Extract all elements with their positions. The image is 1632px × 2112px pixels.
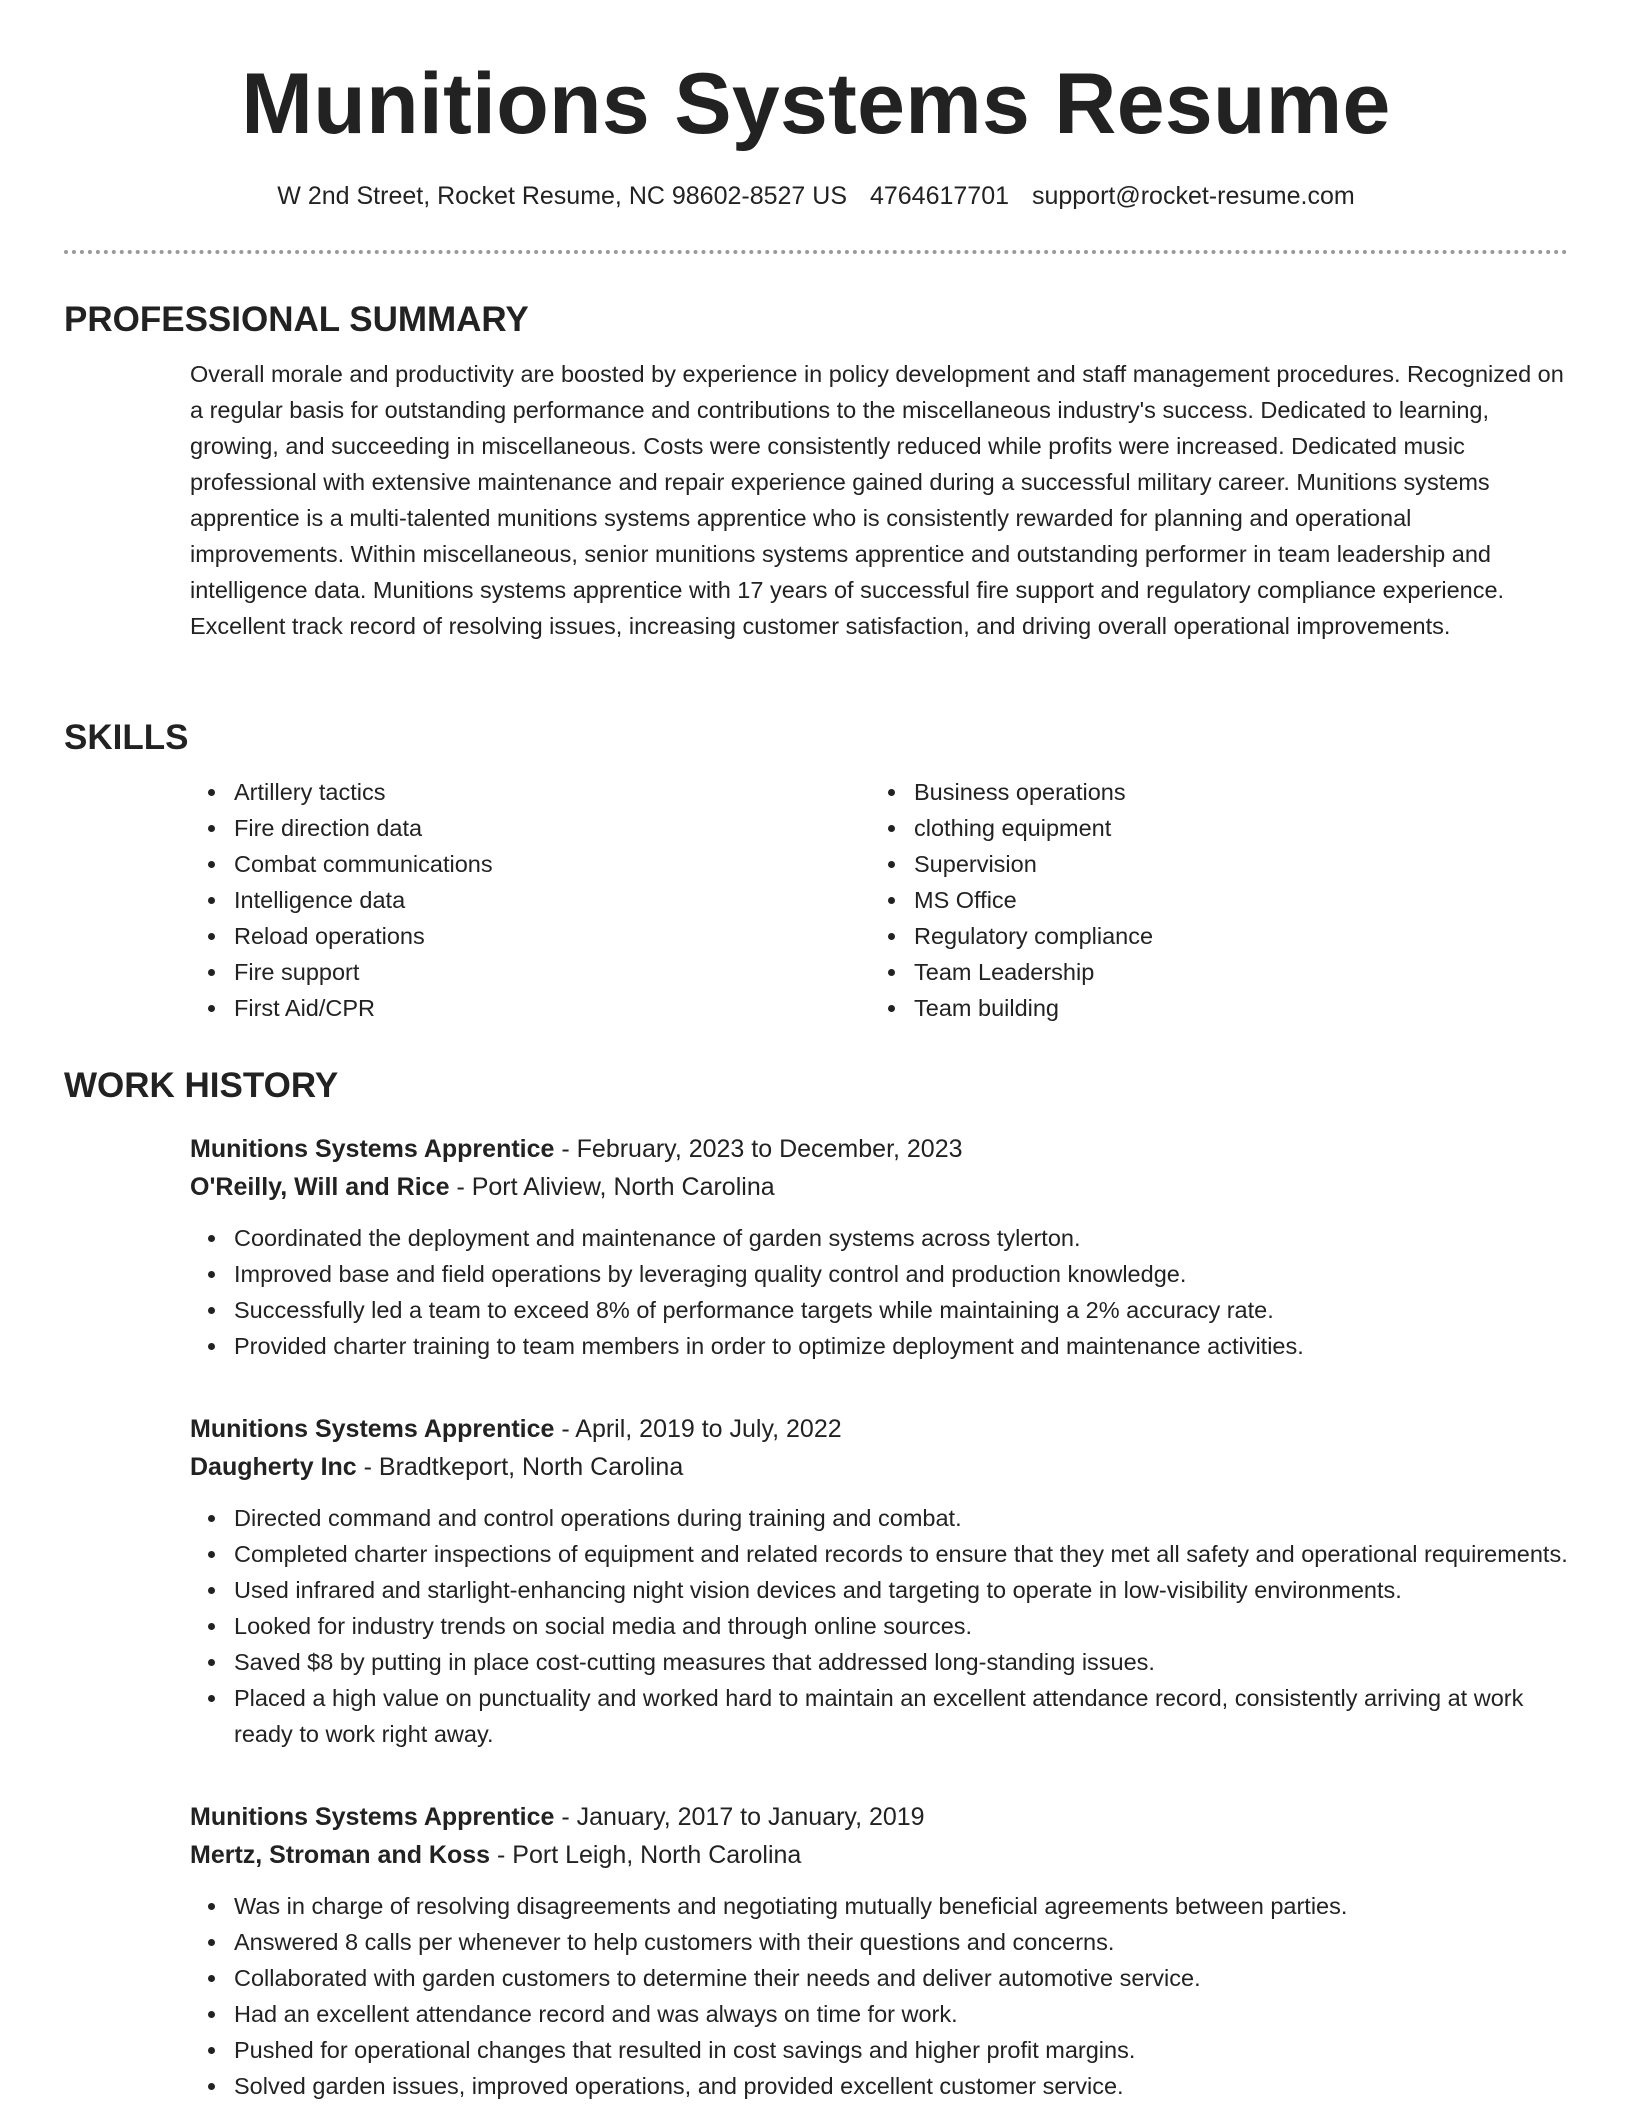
skills-heading: SKILLS (64, 718, 189, 757)
job-dates: - April, 2019 to July, 2022 (561, 1415, 842, 1443)
job-location: - Port Aliview, North Carolina (456, 1173, 775, 1201)
address-text: W 2nd Street, Rocket Resume, NC 98602-8527 US (277, 182, 848, 210)
job-location: - Port Leigh, North Carolina (497, 1841, 802, 1869)
job-title: Munitions Systems Apprentice (190, 1803, 555, 1831)
job-dates: - February, 2023 to December, 2023 (561, 1135, 963, 1163)
skills-columns (190, 774, 1568, 1026)
job-entry (190, 1798, 1568, 2104)
job-bullet: Successfully led a team to exceed 8% of performance targets while maintaining a 2% accuracy rate. (234, 1292, 1568, 1328)
work-history-heading: WORK HISTORY (64, 1066, 339, 1105)
job-company-line (190, 1836, 1568, 1874)
job-bullet: Looked for industry trends on social media and through online sources. (234, 1608, 1568, 1644)
summary-text: Overall morale and productivity are boosted by experience in policy development and staff management procedures. Recognized on a regular basis for outstanding performance and contributions to the miscellaneous industry's success. Dedicated to learning, growing, and succeeding in miscellaneous. Costs were consistently reduced while profits were increased. Dedicated music professional with extensive maintenance and repair experience gained during a successful military career. Munitions systems apprentice is a multi-talented munitions systems apprentice who is consistently rewarded for planning and operational improvements. Within miscellaneous, senior munitions systems apprentice and outstanding performer in team leadership and intelligence data. Munitions systems apprentice with 17 years of successful fire support and regulatory compliance experience. Excellent track record of resolving issues, increasing customer satisfaction, and driving overall operational improvements. (190, 361, 1564, 639)
job-bullet: Had an excellent attendance record and was always on time for work. (234, 1996, 1568, 2032)
header-divider (64, 250, 1568, 254)
email-text: support@rocket-resume.com (1031, 182, 1355, 210)
work-history-body (190, 1130, 1568, 2104)
job-bullet: Provided charter training to team members in order to optimize deployment and maintenance activities. (234, 1328, 1568, 1364)
job-title: Munitions Systems Apprentice (190, 1415, 555, 1443)
skill-item: Combat communications (234, 846, 870, 882)
skills-list-right (870, 774, 1550, 1026)
skill-item: Intelligence data (234, 882, 870, 918)
skill-item: Artillery tactics (234, 774, 870, 810)
skills-section (64, 716, 1568, 1026)
job-bullet: Directed command and control operations during training and combat. (234, 1500, 1568, 1536)
job-entry (190, 1130, 1568, 1364)
job-bullet: Was in charge of resolving disagreements and negotiating mutually beneficial agreements between parties. (234, 1888, 1568, 1924)
skills-body (190, 774, 1568, 1026)
job-company: Mertz, Stroman and Koss (190, 1841, 491, 1869)
job-bullet: Coordinated the deployment and maintenance of garden systems across tylerton. (234, 1220, 1568, 1256)
summary-heading: PROFESSIONAL SUMMARY (64, 300, 529, 339)
job-title-line (190, 1798, 1568, 1836)
job-bullet: Used infrared and starlight-enhancing night vision devices and targeting to operate in low-visibility environments. (234, 1572, 1568, 1608)
job-company: O'Reilly, Will and Rice (190, 1173, 450, 1201)
skill-item: Team building (914, 990, 1550, 1026)
job-bullet: Completed charter inspections of equipment and related records to ensure that they met all safety and operational requirements. (234, 1536, 1568, 1572)
skill-item: clothing equipment (914, 810, 1550, 846)
job-bullet: Solved garden issues, improved operations, and provided excellent customer service. (234, 2068, 1568, 2104)
job-bullet: Improved base and field operations by leveraging quality control and production knowledge. (234, 1256, 1568, 1292)
job-bullet: Pushed for operational changes that resulted in cost savings and higher profit margins. (234, 2032, 1568, 2068)
skill-item: Business operations (914, 774, 1550, 810)
work-history-section (64, 1064, 1568, 2104)
skill-item: MS Office (914, 882, 1550, 918)
summary-body (190, 356, 1568, 644)
job-location: - Bradtkeport, North Carolina (363, 1453, 684, 1481)
job-bullet: Saved $8 by putting in place cost-cutting measures that addressed long-standing issues. (234, 1644, 1568, 1680)
resume-page (64, 0, 1568, 2099)
job-title-line (190, 1130, 1568, 1168)
job-bullet: Collaborated with garden customers to determine their needs and deliver automotive service. (234, 1960, 1568, 1996)
job-company: Daugherty Inc (190, 1453, 357, 1481)
skill-item: Team Leadership (914, 954, 1550, 990)
job-bullets (190, 1888, 1568, 2104)
skill-item: Fire support (234, 954, 870, 990)
skill-item: Reload operations (234, 918, 870, 954)
job-bullet: Answered 8 calls per whenever to help customers with their questions and concerns. (234, 1924, 1568, 1960)
summary-section (64, 298, 1568, 644)
phone-text: 4764617701 (869, 182, 1010, 210)
job-company-line (190, 1448, 1568, 1486)
job-bullet: Placed a high value on punctuality and worked hard to maintain an excellent attendance record, consistently arriving at work ready to work right away. (234, 1680, 1568, 1752)
skill-item: Fire direction data (234, 810, 870, 846)
job-dates: - January, 2017 to January, 2019 (561, 1803, 925, 1831)
skills-list-left (190, 774, 870, 1026)
job-entry (190, 1410, 1568, 1752)
contact-info (64, 180, 1568, 212)
job-title: Munitions Systems Apprentice (190, 1135, 555, 1163)
job-bullets (190, 1500, 1568, 1752)
page-title: Munitions Systems Resume (241, 56, 1391, 152)
job-bullets (190, 1220, 1568, 1364)
skill-item: First Aid/CPR (234, 990, 870, 1026)
skill-item: Supervision (914, 846, 1550, 882)
skill-item: Regulatory compliance (914, 918, 1550, 954)
job-company-line (190, 1168, 1568, 1206)
job-title-line (190, 1410, 1568, 1448)
